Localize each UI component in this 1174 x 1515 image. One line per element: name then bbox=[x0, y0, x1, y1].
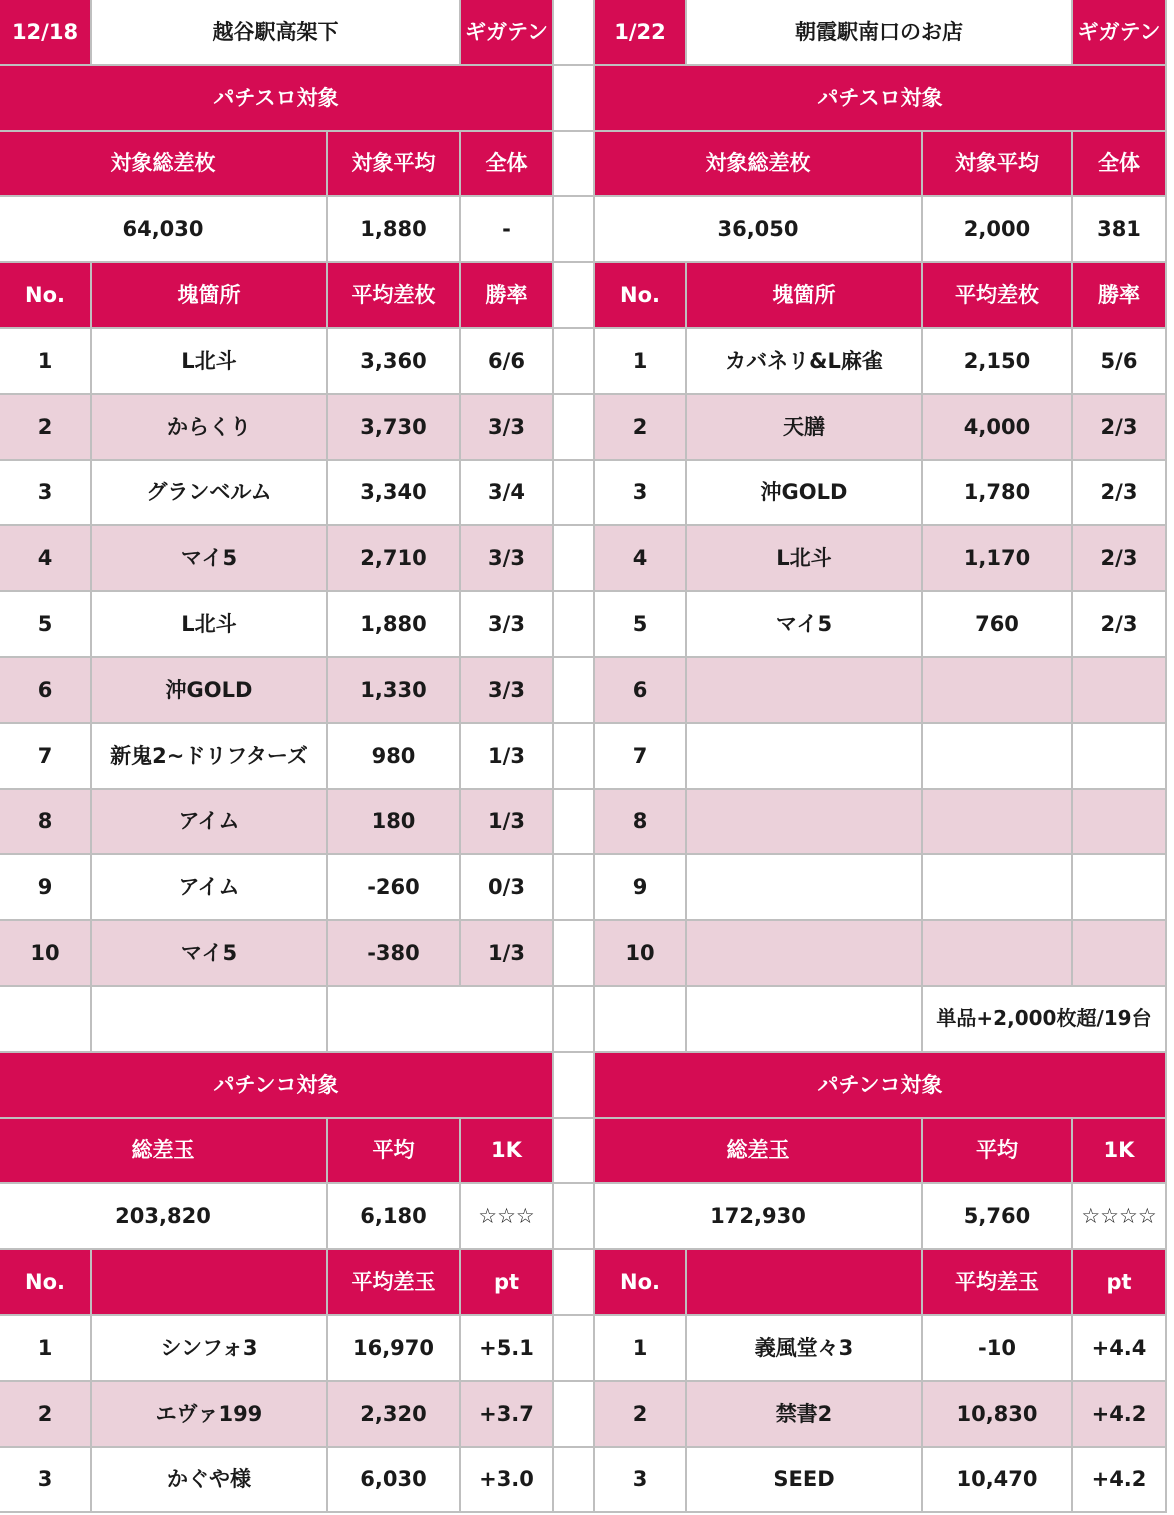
right-slot-row-cell: 2/3 bbox=[1073, 592, 1167, 658]
right-slot-row-cell: 1,780 bbox=[923, 461, 1073, 527]
left-slot-row-cell: 980 bbox=[328, 724, 461, 790]
right-note: 単品+2,000枚超/19台 bbox=[923, 987, 1167, 1053]
right-slot-row-cell: 8 bbox=[595, 790, 687, 856]
left-pachinko-row-cell: エヴァ199 bbox=[92, 1382, 328, 1448]
left-pachinko-row-cell: +3.7 bbox=[461, 1382, 554, 1448]
right-slot-head-all: 全体 bbox=[1073, 132, 1167, 198]
right-pachinko-row-cell: 義風堂々3 bbox=[687, 1316, 923, 1382]
left-pachinko-head-1k: 1K bbox=[461, 1119, 554, 1185]
left-slot-row-cell: グランベルム bbox=[92, 461, 328, 527]
left-slot-row-cell: 新鬼2~ドリフターズ bbox=[92, 724, 328, 790]
left-pachinko-row-cell: かぐや様 bbox=[92, 1448, 328, 1514]
left-slot-row-cell: 1/3 bbox=[461, 921, 554, 987]
left-pachinko-col-header: No. bbox=[0, 1250, 92, 1316]
right-pachinko-row-cell: -10 bbox=[923, 1316, 1073, 1382]
right-slot-row-cell: 760 bbox=[923, 592, 1073, 658]
left-slot-row-cell: 3 bbox=[0, 461, 92, 527]
left-pachinko-col-header: 平均差玉 bbox=[328, 1250, 461, 1316]
right-pachinko-avg-value: 5,760 bbox=[923, 1184, 1073, 1250]
left-slot-row-cell: 8 bbox=[0, 790, 92, 856]
column-spacer bbox=[554, 790, 595, 856]
left-slot-row-cell: マイ5 bbox=[92, 526, 328, 592]
left-slot-row-cell: 3/3 bbox=[461, 592, 554, 658]
left-slot-row-cell: 0/3 bbox=[461, 855, 554, 921]
left-slot-col-header: No. bbox=[0, 263, 92, 329]
right-slot-title: パチスロ対象 bbox=[595, 66, 1167, 132]
column-spacer bbox=[554, 197, 595, 263]
left-slot-row-cell: 3/4 bbox=[461, 461, 554, 527]
right-slot-row-cell: 沖GOLD bbox=[687, 461, 923, 527]
right-slot-col-header: 塊箇所 bbox=[687, 263, 923, 329]
column-spacer bbox=[554, 526, 595, 592]
right-pachinko-col-header: pt bbox=[1073, 1250, 1167, 1316]
right-pachinko-row-cell: +4.4 bbox=[1073, 1316, 1167, 1382]
right-pachinko-row-cell: +4.2 bbox=[1073, 1382, 1167, 1448]
left-slot-row-cell: -380 bbox=[328, 921, 461, 987]
column-spacer bbox=[554, 1053, 595, 1119]
left-store-name: 越谷駅高架下 bbox=[92, 0, 461, 66]
right-slot-row-cell bbox=[1073, 724, 1167, 790]
right-slot-col-header: 平均差枚 bbox=[923, 263, 1073, 329]
left-pachinko-col-header: pt bbox=[461, 1250, 554, 1316]
column-spacer bbox=[554, 395, 595, 461]
right-slot-row-cell: 7 bbox=[595, 724, 687, 790]
right-pachinko-1k-rating: ☆☆☆☆ bbox=[1073, 1184, 1167, 1250]
left-pachinko-row-cell: 1 bbox=[0, 1316, 92, 1382]
right-slot-row-cell: 4,000 bbox=[923, 395, 1073, 461]
column-spacer bbox=[554, 658, 595, 724]
right-slot-row-cell: 1 bbox=[595, 329, 687, 395]
left-pachinko-row-cell: シンフォ3 bbox=[92, 1316, 328, 1382]
right-slot-row-cell bbox=[923, 855, 1073, 921]
right-slot-row-cell: 10 bbox=[595, 921, 687, 987]
column-spacer bbox=[554, 329, 595, 395]
right-pachinko-row-cell: 1 bbox=[595, 1316, 687, 1382]
right-slot-col-header: No. bbox=[595, 263, 687, 329]
right-slot-row-cell: L北斗 bbox=[687, 526, 923, 592]
column-spacer bbox=[554, 66, 595, 132]
left-pachinko-row-cell: +5.1 bbox=[461, 1316, 554, 1382]
column-spacer bbox=[554, 1382, 595, 1448]
right-pachinko-row-cell: SEED bbox=[687, 1448, 923, 1514]
right-pachinko-row-cell: 10,830 bbox=[923, 1382, 1073, 1448]
column-spacer bbox=[554, 1119, 595, 1185]
left-slot-avg-value: 1,880 bbox=[328, 197, 461, 263]
right-slot-row-cell bbox=[1073, 855, 1167, 921]
left-pachinko-row-cell: 2 bbox=[0, 1382, 92, 1448]
right-pachinko-row-cell: 禁書2 bbox=[687, 1382, 923, 1448]
right-slot-row-cell bbox=[1073, 790, 1167, 856]
right-slot-row-cell: 2/3 bbox=[1073, 395, 1167, 461]
right-slot-all-value: 381 bbox=[1073, 197, 1167, 263]
right-slot-row-cell: 2,150 bbox=[923, 329, 1073, 395]
left-slot-row-cell: 2,710 bbox=[328, 526, 461, 592]
right-slot-row-cell: 天膳 bbox=[687, 395, 923, 461]
right-slot-row-cell bbox=[687, 921, 923, 987]
left-slot-row-cell: 9 bbox=[0, 855, 92, 921]
right-slot-head-avg: 対象平均 bbox=[923, 132, 1073, 198]
left-slot-row-cell: 1 bbox=[0, 329, 92, 395]
column-spacer bbox=[554, 1184, 595, 1250]
right-tag: ギガテン bbox=[1073, 0, 1167, 66]
left-slot-head-total: 対象総差枚 bbox=[0, 132, 328, 198]
right-date: 1/22 bbox=[595, 0, 687, 66]
right-slot-row-cell bbox=[1073, 658, 1167, 724]
right-slot-avg-value: 2,000 bbox=[923, 197, 1073, 263]
right-slot-head-total: 対象総差枚 bbox=[595, 132, 923, 198]
left-slot-row-cell: 3/3 bbox=[461, 658, 554, 724]
left-slot-row-cell: 1/3 bbox=[461, 790, 554, 856]
left-pachinko-row-cell: 6,030 bbox=[328, 1448, 461, 1514]
right-slot-row-cell: 4 bbox=[595, 526, 687, 592]
left-slot-row-cell: 10 bbox=[0, 921, 92, 987]
right-pachinko-row-cell: +4.2 bbox=[1073, 1448, 1167, 1514]
column-spacer bbox=[554, 1316, 595, 1382]
column-spacer bbox=[554, 0, 595, 66]
left-slot-row-cell: 1,330 bbox=[328, 658, 461, 724]
right-slot-row-cell bbox=[1073, 921, 1167, 987]
left-pachinko-head-total: 総差玉 bbox=[0, 1119, 328, 1185]
left-slot-row-cell: 沖GOLD bbox=[92, 658, 328, 724]
right-slot-row-cell: カバネリ&L麻雀 bbox=[687, 329, 923, 395]
right-pachinko-row-cell: 10,470 bbox=[923, 1448, 1073, 1514]
right-store-name: 朝霞駅南口のお店 bbox=[687, 0, 1073, 66]
right-slot-row-cell: 5 bbox=[595, 592, 687, 658]
left-pachinko-row-cell: 3 bbox=[0, 1448, 92, 1514]
left-slot-total-value: 64,030 bbox=[0, 197, 328, 263]
right-slot-row-cell: 6 bbox=[595, 658, 687, 724]
column-spacer bbox=[554, 132, 595, 198]
left-tag: ギガテン bbox=[461, 0, 554, 66]
left-slot-row-cell: 3,360 bbox=[328, 329, 461, 395]
column-spacer bbox=[554, 855, 595, 921]
left-blank-cell bbox=[92, 987, 328, 1053]
column-spacer bbox=[554, 263, 595, 329]
left-slot-row-cell: 4 bbox=[0, 526, 92, 592]
right-pachinko-col-header: No. bbox=[595, 1250, 687, 1316]
column-spacer bbox=[554, 921, 595, 987]
left-pachinko-head-avg: 平均 bbox=[328, 1119, 461, 1185]
right-slot-row-cell: マイ5 bbox=[687, 592, 923, 658]
right-blank-cell bbox=[687, 987, 923, 1053]
column-spacer bbox=[554, 987, 595, 1053]
right-slot-col-header: 勝率 bbox=[1073, 263, 1167, 329]
right-pachinko-head-total: 総差玉 bbox=[595, 1119, 923, 1185]
right-pachinko-head-avg: 平均 bbox=[923, 1119, 1073, 1185]
left-slot-col-header: 平均差枚 bbox=[328, 263, 461, 329]
right-slot-row-cell: 5/6 bbox=[1073, 329, 1167, 395]
left-pachinko-row-cell: 16,970 bbox=[328, 1316, 461, 1382]
right-pachinko-row-cell: 3 bbox=[595, 1448, 687, 1514]
left-slot-row-cell: アイム bbox=[92, 790, 328, 856]
left-slot-row-cell: 3,730 bbox=[328, 395, 461, 461]
left-blank-cell bbox=[0, 987, 92, 1053]
right-slot-row-cell bbox=[687, 855, 923, 921]
left-slot-row-cell: 5 bbox=[0, 592, 92, 658]
left-pachinko-1k-rating: ☆☆☆ bbox=[461, 1184, 554, 1250]
right-slot-row-cell bbox=[687, 790, 923, 856]
left-slot-row-cell: 3/3 bbox=[461, 526, 554, 592]
right-slot-row-cell bbox=[923, 921, 1073, 987]
left-slot-row-cell: L北斗 bbox=[92, 329, 328, 395]
left-slot-row-cell: 180 bbox=[328, 790, 461, 856]
left-slot-head-avg: 対象平均 bbox=[328, 132, 461, 198]
left-pachinko-avg-value: 6,180 bbox=[328, 1184, 461, 1250]
right-slot-row-cell bbox=[687, 658, 923, 724]
left-slot-row-cell: 3/3 bbox=[461, 395, 554, 461]
right-pachinko-title: パチンコ対象 bbox=[595, 1053, 1167, 1119]
left-slot-all-value: - bbox=[461, 197, 554, 263]
left-slot-row-cell: 7 bbox=[0, 724, 92, 790]
column-spacer bbox=[554, 724, 595, 790]
left-slot-row-cell: 6/6 bbox=[461, 329, 554, 395]
right-pachinko-col-header: 平均差玉 bbox=[923, 1250, 1073, 1316]
left-slot-row-cell: からくり bbox=[92, 395, 328, 461]
right-slot-total-value: 36,050 bbox=[595, 197, 923, 263]
left-slot-row-cell: 1/3 bbox=[461, 724, 554, 790]
left-slot-row-cell: 6 bbox=[0, 658, 92, 724]
left-pachinko-total-value: 203,820 bbox=[0, 1184, 328, 1250]
column-spacer bbox=[554, 592, 595, 658]
right-pachinko-head-1k: 1K bbox=[1073, 1119, 1167, 1185]
right-blank-cell bbox=[595, 987, 687, 1053]
right-slot-row-cell bbox=[923, 790, 1073, 856]
right-pachinko-col-header bbox=[687, 1250, 923, 1316]
right-slot-row-cell: 9 bbox=[595, 855, 687, 921]
left-note bbox=[328, 987, 554, 1053]
left-slot-row-cell: 2 bbox=[0, 395, 92, 461]
right-slot-row-cell: 2 bbox=[595, 395, 687, 461]
left-slot-row-cell: 3,340 bbox=[328, 461, 461, 527]
left-pachinko-row-cell: +3.0 bbox=[461, 1448, 554, 1514]
right-slot-row-cell: 2/3 bbox=[1073, 526, 1167, 592]
left-slot-col-header: 塊箇所 bbox=[92, 263, 328, 329]
right-slot-row-cell: 3 bbox=[595, 461, 687, 527]
column-spacer bbox=[554, 1250, 595, 1316]
left-pachinko-col-header bbox=[92, 1250, 328, 1316]
right-slot-row-cell: 1,170 bbox=[923, 526, 1073, 592]
right-slot-row-cell bbox=[923, 724, 1073, 790]
column-spacer bbox=[554, 1448, 595, 1514]
left-pachinko-title: パチンコ対象 bbox=[0, 1053, 554, 1119]
right-pachinko-row-cell: 2 bbox=[595, 1382, 687, 1448]
right-pachinko-total-value: 172,930 bbox=[595, 1184, 923, 1250]
right-slot-row-cell bbox=[923, 658, 1073, 724]
left-slot-row-cell: マイ5 bbox=[92, 921, 328, 987]
right-slot-row-cell: 2/3 bbox=[1073, 461, 1167, 527]
column-spacer bbox=[554, 461, 595, 527]
right-slot-row-cell bbox=[687, 724, 923, 790]
left-slot-row-cell: 1,880 bbox=[328, 592, 461, 658]
left-slot-row-cell: アイム bbox=[92, 855, 328, 921]
left-slot-col-header: 勝率 bbox=[461, 263, 554, 329]
left-slot-row-cell: L北斗 bbox=[92, 592, 328, 658]
left-date: 12/18 bbox=[0, 0, 92, 66]
left-slot-title: パチスロ対象 bbox=[0, 66, 554, 132]
left-pachinko-row-cell: 2,320 bbox=[328, 1382, 461, 1448]
left-slot-row-cell: -260 bbox=[328, 855, 461, 921]
left-slot-head-all: 全体 bbox=[461, 132, 554, 198]
